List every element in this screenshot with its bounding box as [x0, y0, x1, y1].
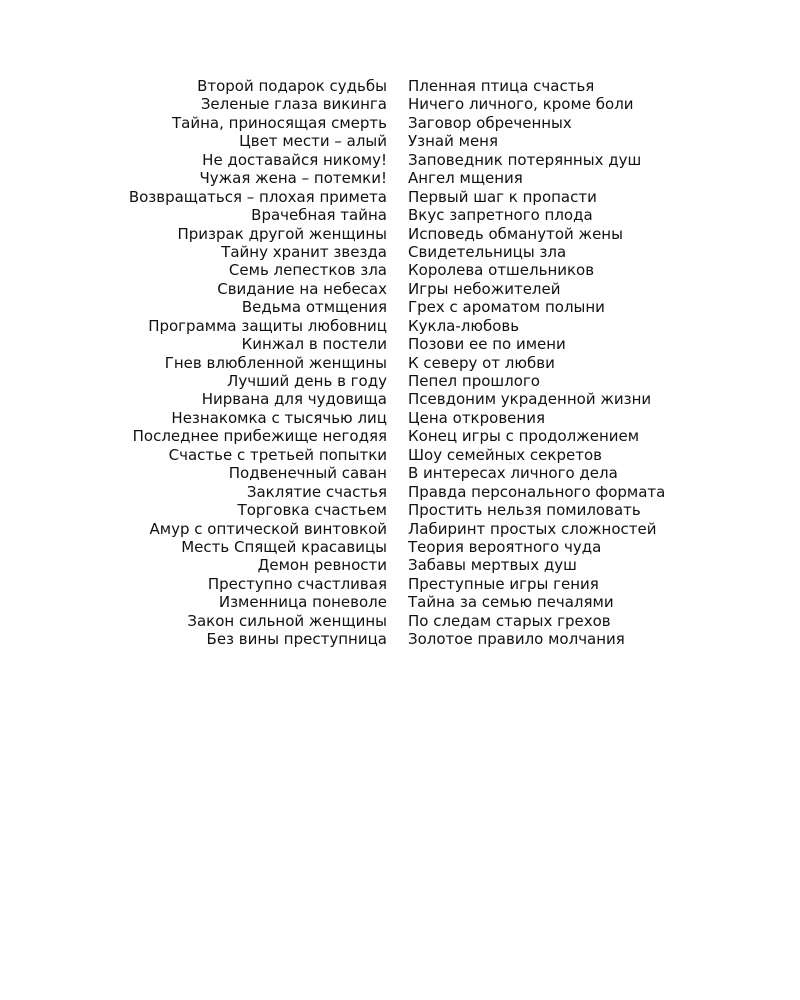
title-right: Конец игры с продолжением	[408, 427, 640, 446]
list-item	[60, 243, 740, 261]
title-left: Кинжал в постели	[241, 335, 387, 354]
list-item	[60, 464, 740, 482]
title-left: Программа защиты любовниц	[148, 316, 387, 335]
title-right: Правда персонального формата	[408, 482, 666, 501]
list-item	[60, 446, 740, 464]
title-left: Закон сильной женщины	[187, 611, 387, 630]
title-left: Амур с оптической винтовкой	[149, 519, 387, 538]
title-right: Заповедник потерянных душ	[408, 150, 642, 169]
title-right: Цена откровения	[408, 408, 545, 427]
title-right: Грех с ароматом полыни	[408, 298, 605, 317]
title-left: Лучший день в году	[227, 372, 387, 390]
list-item	[60, 538, 740, 556]
list-item	[60, 556, 740, 574]
title-left: Гнев влюбленной женщины	[164, 353, 387, 372]
title-left: Демон ревности	[257, 556, 387, 575]
title-right: Ничего личного, кроме боли	[408, 95, 634, 114]
title-right: В интересах личного дела	[408, 464, 618, 483]
title-left: Врачебная тайна	[251, 206, 387, 225]
list-item	[60, 114, 740, 132]
title-left: Ведьма отмщения	[241, 298, 387, 317]
title-left: Зеленые глаза викинга	[200, 95, 387, 114]
title-right: Пепел прошлого	[408, 372, 540, 390]
list-item	[60, 317, 740, 335]
title-left: Возвращаться – плохая примета	[128, 187, 387, 206]
title-right: Тайна за семью печалями	[408, 593, 614, 612]
list-item	[60, 95, 740, 113]
title-left: Счастье с третьей попытки	[168, 445, 387, 464]
title-right: Простить нельзя помиловать	[408, 501, 641, 520]
book-titles-list	[60, 77, 740, 649]
title-right: Золотое правило молчания	[408, 630, 625, 649]
list-item	[60, 409, 740, 427]
title-left: Заклятие счастья	[246, 482, 387, 501]
list-item	[60, 188, 740, 206]
list-item	[60, 169, 740, 187]
title-right: Кукла-любовь	[408, 316, 520, 335]
list-item	[60, 372, 740, 390]
title-right: Пленная птица счастья	[408, 77, 595, 95]
list-item	[60, 354, 740, 372]
title-left: Не доставайся никому!	[202, 150, 387, 169]
title-left: Семь лепестков зла	[228, 261, 387, 280]
title-right: Забавы мертвых душ	[408, 556, 577, 575]
title-left: Чужая жена – потемки!	[199, 169, 387, 188]
list-item	[60, 483, 740, 501]
title-left: Цвет мести – алый	[239, 132, 387, 151]
title-right: Теория вероятного чуда	[408, 537, 602, 556]
list-item	[60, 335, 740, 353]
title-left: Подвенечный саван	[228, 464, 387, 483]
list-item	[60, 298, 740, 316]
title-left: Без вины преступница	[206, 630, 387, 649]
title-left: Торговка счастьем	[237, 501, 387, 520]
title-right: Первый шаг к пропасти	[408, 187, 597, 206]
title-right: Ангел мщения	[408, 169, 523, 188]
title-left: Свидание на небесах	[217, 279, 387, 298]
list-item	[60, 132, 740, 150]
list-item	[60, 225, 740, 243]
title-left: Нирвана для чудовища	[201, 390, 387, 409]
title-left: Тайна, приносящая смерть	[172, 113, 387, 132]
title-left: Незнакомка с тысячью лиц	[171, 408, 387, 427]
title-right: Преступные игры гения	[408, 574, 599, 593]
list-item	[60, 593, 740, 611]
list-item	[60, 575, 740, 593]
title-right: Лабиринт простых сложностей	[408, 519, 657, 538]
title-right: Позови ее по имени	[408, 335, 566, 354]
title-left: Последнее прибежище негодяя	[132, 427, 387, 446]
list-item	[60, 206, 740, 224]
title-left: Месть Спящей красавицы	[181, 537, 387, 556]
title-right: Свидетельницы зла	[408, 242, 567, 261]
title-right: Исповедь обманутой жены	[408, 224, 623, 243]
title-right: К северу от любви	[408, 353, 555, 372]
list-item	[60, 427, 740, 445]
title-right: Королева отшельников	[408, 261, 595, 280]
list-item	[60, 261, 740, 279]
title-right: Заговор обреченных	[408, 113, 572, 132]
list-item	[60, 612, 740, 630]
title-right: Вкус запретного плода	[408, 206, 593, 225]
title-right: Игры небожителей	[408, 279, 561, 298]
list-item	[60, 630, 740, 648]
title-left: Тайну хранит звезда	[221, 242, 387, 261]
list-item	[60, 520, 740, 538]
title-right: Псевдоним украденной жизни	[408, 390, 652, 409]
title-left: Преступно счастливая	[207, 574, 387, 593]
title-right: Узнай меня	[408, 132, 499, 151]
list-item	[60, 280, 740, 298]
title-right: Шоу семейных секретов	[408, 445, 602, 464]
title-left: Призрак другой женщины	[177, 224, 387, 243]
list-item	[60, 77, 740, 95]
title-right: По следам старых грехов	[408, 611, 611, 630]
title-left: Изменница поневоле	[218, 593, 387, 612]
list-item	[60, 501, 740, 519]
list-item	[60, 390, 740, 408]
title-left: Второй подарок судьбы	[197, 77, 387, 95]
list-item	[60, 151, 740, 169]
